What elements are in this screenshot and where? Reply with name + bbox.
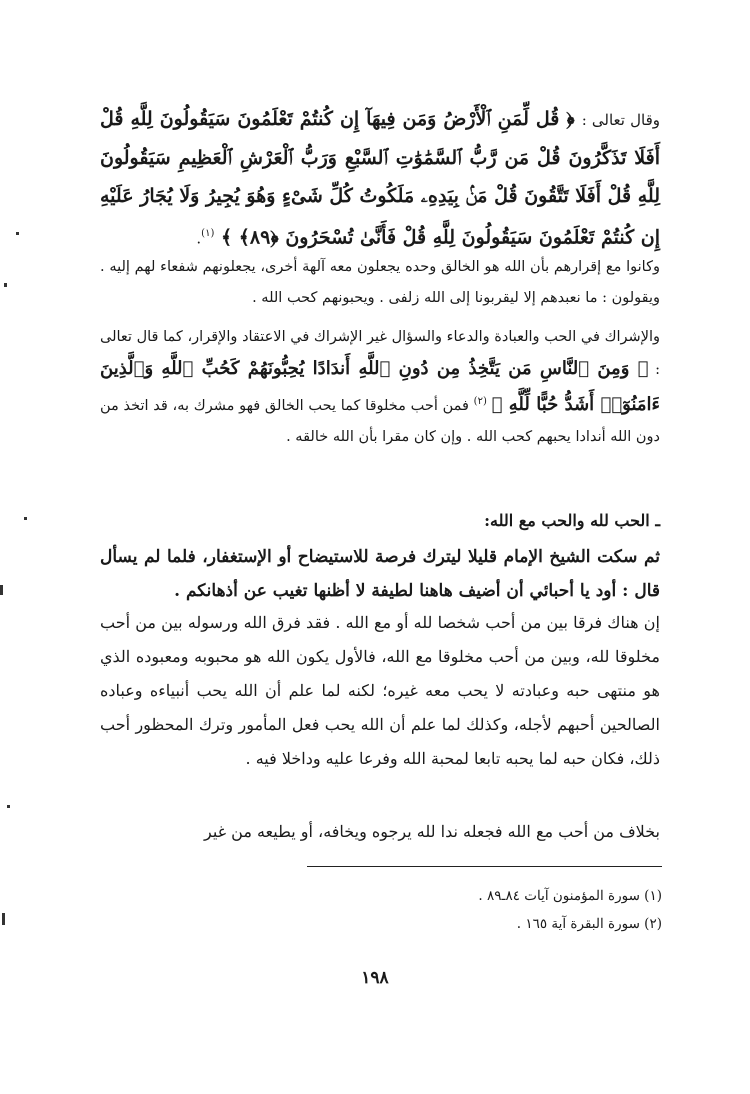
paragraph-iqrar: وكانوا مع إقرارهم بأن الله هو الخالق وحده يجعلون معه آلهة أخرى، يجعلونهم شفعاء لهم إليه . ويقولون : ما نعبدهم إلا ليقربونا إلى الله زلفى . ويحبونهم كحب الله . bbox=[100, 259, 660, 306]
quran-verse-muminun: ﴿ قُل لِّمَنِ ٱلْأَرْضُ وَمَن فِيهَآ إِن كُنتُمْ تَعْلَمُونَ سَيَقُولُونَ لِلَّهِ قُلْ أَفَلَا تَذَكَّرُونَ قُلْ مَن رَّبُّ ٱلسَّمَٰوَٰتِ ٱلسَّبْعِ وَرَبُّ ٱلْعَرْشِ ٱلْعَظِيمِ سَيَقُولُونَ لِلَّهِ قُلْ أَفَلَا تَتَّقُونَ قُلْ مَنۢ بِيَدِهِۦ مَلَكُوتُ كُلِّ شَىْءٍ وَهُوَ يُجِيرُ وَلَا يُجَارُ عَلَيْهِ إِن كُنتُمْ تَعْلَمُونَ سَيَقُولُونَ لِلَّهِ قُلْ فَأَنَّىٰ تُسْحَرُونَ ﴿٨٩﴾ ﴾ bbox=[100, 108, 660, 249]
page-number: ١٩٨ bbox=[361, 968, 389, 988]
shirk-text-1: والإشراك في الحب والعبادة والدعاء والسؤال غير الإشراك في الاعتقاد والإقرار، كما قال تعالى : bbox=[100, 329, 661, 378]
quote-end: . bbox=[196, 229, 202, 248]
paragraph-shirk bbox=[100, 322, 660, 453]
shirk-text-2: فمن أحب مخلوقا كما يحب الخالق فهو مشرك به، قد اتخذ من دون الله أندادا يحبهم كحب الله . وإن كان مقرا بأن الله خالقه . bbox=[100, 397, 660, 445]
paragraph-sakata: ثم سكت الشيخ الإمام قليلا ليترك فرصة للاستيضاح أو الإستغفار، فلما لم يسأل قال : أود يا أحبائي أن أضيف هاهنا لطيفة لا أظنها تغيب عن أذهانكم . bbox=[100, 547, 660, 601]
section-heading: ـ الحب لله والحب مع الله: bbox=[484, 511, 660, 530]
quote-intro: وقال تعالى : bbox=[581, 111, 660, 129]
scan-mark-left-5 bbox=[7, 805, 10, 808]
footnotes bbox=[300, 882, 662, 938]
scan-mark-left-6 bbox=[2, 913, 5, 925]
scan-mark-left-3 bbox=[24, 517, 27, 520]
paragraph-bikhilaf: بخلاف من أحب مع الله فجعله ندا لله يرجوه ويخافه، أو يطيعه من غير bbox=[204, 822, 660, 841]
scan-mark-left-2 bbox=[4, 283, 7, 287]
quran-verse-baqarah: ﴿ وَمِنَ ٱلنَّاسِ مَن يَتَّخِذُ مِن دُونِ ٱللَّهِ أَندَادًا يُحِبُّونَهُمْ كَحُبِّ ٱللَّهِ وَٱلَّذِينَ ءَامَنُوٓا۟ أَشَدُّ حُبًّا لِّلَّهِ ﴾ bbox=[100, 358, 660, 415]
footnote-2: (٢) سورة البقرة آية ١٦٥ . bbox=[516, 916, 662, 932]
footnote-ref-2: (٢) bbox=[473, 396, 487, 407]
footnote-divider bbox=[307, 866, 662, 867]
scan-mark-left-4 bbox=[0, 585, 3, 595]
scan-mark-left-1 bbox=[16, 232, 19, 235]
footnote-ref-1: (١) bbox=[201, 228, 215, 239]
paragraph-hunaka: إن هناك فرقا بين من أحب شخصا لله أو مع الله . فقد فرق الله ورسوله بين من أحب مخلوقا لله، وبين من أحب مخلوقا مع الله، فالأول يكون الله هو محبوبه ومعبوده الذي هو منتهى حبه وعبادته لا يحب معه غيره؛ لكنه لما علم أن الله يحب أنبياءه وعباده الصالحين أحبهم لأجله، وكذلك لما علم أن الله يحب فعل المأمور وترك المحظور أحب ذلك، فكان حبه لما يحبه تابعا لمحبة الله وفرعا عليه وداخلا فيه . bbox=[100, 613, 660, 768]
quran-quote-paragraph bbox=[100, 100, 660, 257]
footnote-1: (١) سورة المؤمنون آيات ٨٤ـ٨٩ . bbox=[478, 888, 662, 904]
